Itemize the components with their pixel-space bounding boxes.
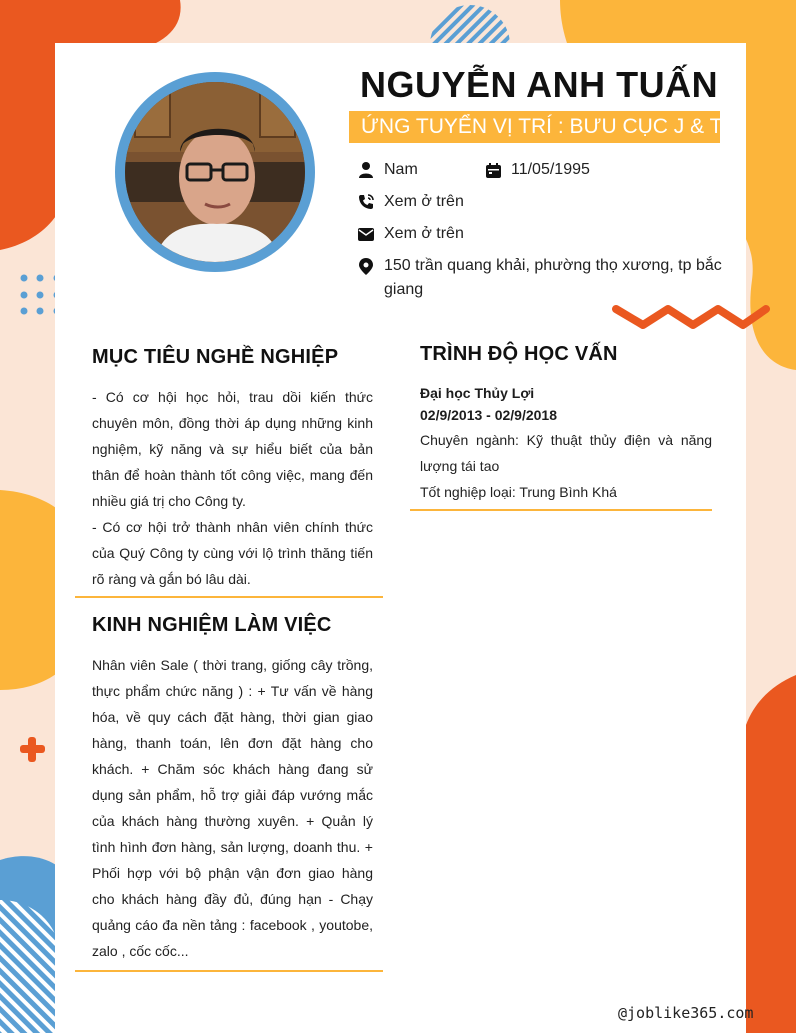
- objective-title: MỤC TIÊU NGHỀ NGHIỆP: [92, 346, 339, 368]
- phone-value: Xem ở trên: [384, 193, 464, 210]
- phone-icon: [358, 190, 374, 214]
- education-title: TRÌNH ĐỘ HỌC VẤN: [420, 343, 618, 365]
- email-row: [358, 222, 464, 246]
- calendar-icon: [485, 158, 501, 182]
- candidate-name: NGUYỄN ANH TUẤN: [360, 64, 719, 105]
- birthday-value: 11/05/1995: [511, 161, 590, 178]
- experience-text: Nhân viên Sale ( thời trang, giống cây trồng, thực phẩm chức năng ) : + Tư vấn về hàng hóa, về quy cách đặt hàng, thời gian giao hàng, thanh toán, lên đơn đặt hàng cho khách. + Chăm sóc khách hàng đang sử dụng sản phẩm, hỗ trợ giải đáp vướng mắc của khách hàng thường xuyên. + Quản lý tình hình đơn hàng, sản lượng, doanh thu. + Phối hợp với bộ phận vận đơn giao hàng cho khách hàng đầy đủ, đúng hạn - Chạy quảng cáo đa nền tảng : facebook , youtobe, zalo , cốc cốc...: [92, 657, 373, 959]
- experience-divider: [75, 970, 383, 972]
- education-grade: Tốt nghiệp loại: Trung Bình Khá: [420, 484, 617, 500]
- objective-text: - Có cơ hội học hỏi, trau dồi kiến thức chuyên môn, đồng thời áp dụng những kinh nghiệm, kỹ năng và sự hiểu biết của bản thân để hoàn thành tốt công việc, mang đến nhiều giá trị cho Công ty. - Có cơ hội trở thành nhân viên chính thức của Quý Công ty cùng với lộ trình thăng tiến rõ ràng và gắn bó lâu dài.: [92, 389, 373, 587]
- objective-divider: [75, 596, 383, 598]
- zigzag-decoration: [608, 297, 778, 337]
- gender-value: Nam: [384, 161, 418, 178]
- education-divider: [410, 509, 712, 511]
- phone-row: [358, 190, 464, 214]
- address-value: 150 trần quang khải, phường thọ xương, tp bắc giang: [384, 257, 722, 298]
- avatar-frame: [115, 72, 315, 272]
- map-pin-icon: [358, 254, 374, 278]
- email-value: Xem ở trên: [384, 225, 464, 242]
- watermark: @joblike365.com: [618, 1004, 754, 1022]
- address-row: [358, 254, 728, 302]
- applied-position: ỨNG TUYỂN VỊ TRÍ : BƯU CỤC J & T: [349, 111, 720, 143]
- education-major: Chuyên ngành: Kỹ thuật thủy điện và năng lượng tái tao: [420, 432, 712, 474]
- person-icon: [358, 158, 374, 182]
- education-school: Đại học Thủy Lợi: [420, 385, 535, 401]
- avatar-image: [125, 82, 305, 262]
- envelope-icon: [358, 222, 374, 246]
- avatar: [125, 82, 305, 262]
- gender-row: [358, 158, 418, 182]
- birthday-row: [485, 158, 590, 182]
- education-dates: 02/9/2013 - 02/9/2018: [420, 407, 558, 423]
- experience-title: KINH NGHIỆM LÀM VIỆC: [92, 614, 332, 636]
